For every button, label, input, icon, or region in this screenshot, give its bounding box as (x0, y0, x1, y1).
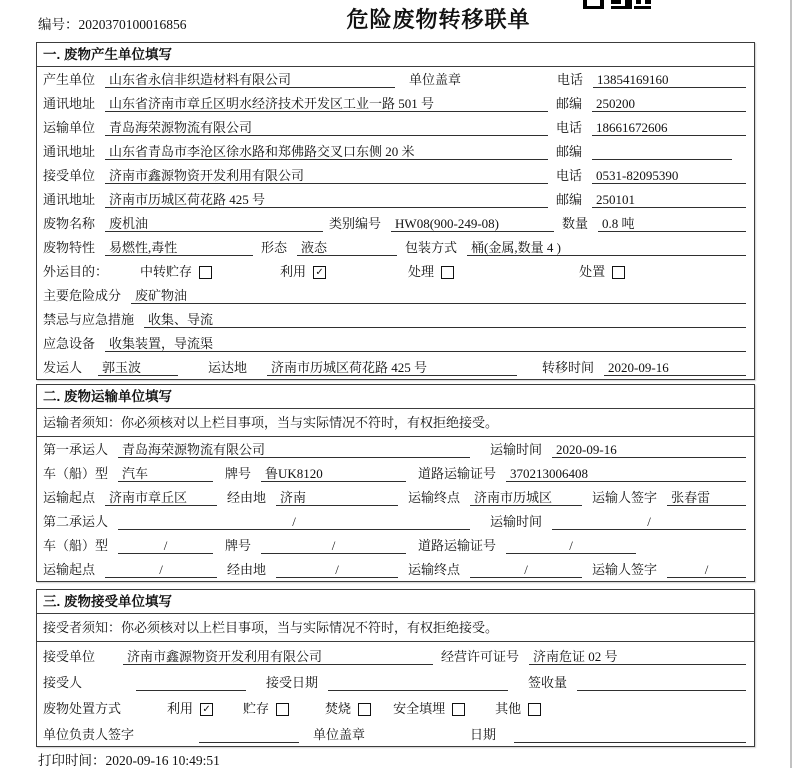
form-section-3 (36, 589, 755, 747)
field-value: 液态 (297, 240, 397, 256)
field-label: 运输起点 (43, 490, 96, 505)
checkbox-label: 利用 (167, 701, 194, 716)
field-value: 桶(金属,数量 4 ) (467, 240, 746, 256)
checkbox-label: 处理 (408, 264, 435, 279)
field-value: 山东省永信非织造材料有限公司 (105, 72, 395, 88)
checkbox-field (280, 264, 326, 280)
field-value: 青岛海荣源物流有限公司 (105, 120, 548, 136)
field-label: 车（船）型 (43, 466, 109, 481)
field-value: 济南市历城区荷花路 425 号 (105, 192, 548, 208)
field-label: 通讯地址 (43, 144, 96, 159)
section-note: 运输者须知：你必须核对以上栏目事项，当与实际情况不符时，有权拒绝接受。 (37, 409, 754, 437)
field-value: 山东省济南市章丘区明水经济技术开发区工业一路 501 号 (105, 96, 548, 112)
form-row (37, 115, 754, 139)
field-value: 郭玉波 (98, 360, 178, 376)
field-label: 单位盖章 (409, 72, 462, 87)
field-label: 运输人签字 (592, 562, 658, 577)
checkbox-field (167, 701, 213, 717)
checkbox-label: 中转贮存 (140, 264, 193, 279)
field-label: 单位负责人签字 (43, 727, 135, 742)
form-row (37, 187, 754, 211)
checkbox-unchecked-icon (199, 266, 212, 279)
field-value: 2020-09-16 (552, 442, 746, 458)
form-row (37, 557, 754, 581)
field-label: 通讯地址 (43, 96, 96, 111)
field-value: / (506, 538, 636, 554)
form-row (37, 668, 754, 694)
field-value-blank (592, 144, 732, 160)
field-value: / (105, 562, 217, 578)
field-label: 发运人 (43, 360, 83, 375)
form-section-1 (36, 42, 755, 380)
field-label: 外运目的： (43, 264, 109, 279)
field-value: 13854169160 (593, 72, 746, 88)
field-value: 易燃性,毒性 (105, 240, 253, 256)
field-value: 370213006408 (506, 466, 746, 482)
checkbox-field (408, 264, 454, 280)
field-label: 经由地 (227, 490, 267, 505)
checkbox-label: 其他 (495, 701, 522, 716)
field-value: / (261, 538, 406, 554)
field-value-blank (577, 675, 746, 691)
field-label: 经由地 (227, 562, 267, 577)
checkbox-label: 贮存 (243, 701, 270, 716)
field-label: 电话 (557, 72, 584, 87)
field-label: 邮编 (556, 96, 583, 111)
field-label: 经营许可证号 (441, 649, 520, 664)
form-section-2 (36, 384, 755, 582)
form-row (37, 533, 754, 557)
field-value: 2020-09-16 (604, 360, 746, 376)
print-time-value: 2020-09-16 10:49:51 (105, 753, 220, 768)
field-value: 废矿物油 (131, 288, 746, 304)
field-label: 废物处置方式 (43, 701, 122, 716)
field-value: 鲁UK8120 (261, 466, 406, 482)
page-title: 危险废物转移联单 (346, 7, 531, 32)
checkbox-label: 安全填埋 (393, 701, 446, 716)
field-label: 运输终点 (408, 562, 461, 577)
checkbox-checked-icon: ✓ (313, 266, 326, 279)
checkbox-unchecked-icon (528, 703, 541, 716)
field-label: 牌号 (225, 538, 252, 553)
section-title: 二. 废物运输单位填写 (37, 385, 754, 409)
checkbox-label: 焚烧 (325, 701, 352, 716)
form-row (37, 283, 754, 307)
field-value: 18661672606 (592, 120, 746, 136)
field-label: 运输终点 (408, 490, 461, 505)
field-label: 运输时间 (490, 442, 543, 457)
field-label: 接受单位 (43, 168, 96, 183)
field-label: 牌号 (225, 466, 252, 481)
field-label: 数量 (562, 216, 589, 231)
field-label: 道路运输证号 (418, 466, 497, 481)
field-label: 包装方式 (405, 240, 458, 255)
checkbox-label: 利用 (280, 264, 307, 279)
field-label: 类别编号 (329, 216, 382, 231)
field-value: 济南市历城区 (470, 490, 582, 506)
form-row (37, 485, 754, 509)
field-label: 废物特性 (43, 240, 96, 255)
field-label: 邮编 (556, 192, 583, 207)
field-value: / (552, 514, 746, 530)
field-label: 运输时间 (490, 514, 543, 529)
field-value: 0531-82095390 (592, 168, 746, 184)
doc-number-label: 编号： (38, 17, 79, 32)
field-label: 禁忌与应急措施 (43, 312, 135, 327)
field-value: / (276, 562, 398, 578)
doc-number-value: 2020370100016856 (78, 17, 187, 32)
field-value: 济南市鑫源物资开发利用有限公司 (123, 649, 433, 665)
field-label: 通讯地址 (43, 192, 96, 207)
field-value: 收集、导流 (144, 312, 746, 328)
field-value: 废机油 (105, 216, 323, 232)
field-label: 电话 (556, 120, 583, 135)
checkbox-field (393, 701, 465, 717)
section-title: 一. 废物产生单位填写 (37, 43, 754, 67)
field-value: 250101 (592, 192, 746, 208)
section-note: 接受者须知：你必须核对以上栏目事项，当与实际情况不符时，有权拒绝接受。 (37, 614, 754, 642)
field-value: 青岛海荣源物流有限公司 (118, 442, 470, 458)
field-value: 张春雷 (667, 490, 746, 506)
field-value: 济南 (276, 490, 398, 506)
form-row (37, 437, 754, 461)
field-value: / (667, 562, 746, 578)
form-row (37, 163, 754, 187)
form-row (37, 461, 754, 485)
form-row (37, 720, 754, 746)
field-label: 邮编 (556, 144, 583, 159)
form-row (37, 91, 754, 115)
field-label: 单位盖章 (313, 727, 366, 742)
form-row (37, 139, 754, 163)
field-value: / (118, 514, 470, 530)
form-row (37, 355, 754, 379)
field-label: 形态 (261, 240, 288, 255)
form-row (37, 642, 754, 668)
field-label: 主要危险成分 (43, 288, 122, 303)
field-value-blank (136, 675, 246, 691)
field-value: / (470, 562, 582, 578)
form-row (37, 259, 754, 283)
field-label: 废物名称 (43, 216, 96, 231)
field-label: 运达地 (208, 360, 248, 375)
field-value: 收集装置，导流渠 (105, 336, 746, 352)
field-value: 济南危证 02 号 (529, 649, 746, 665)
form-row (37, 331, 754, 355)
field-label: 日期 (470, 727, 497, 742)
checkbox-unchecked-icon (441, 266, 454, 279)
field-label: 车（船）型 (43, 538, 109, 553)
field-label: 签收量 (528, 675, 568, 690)
checkbox-field (243, 701, 289, 717)
field-label: 道路运输证号 (418, 538, 497, 553)
form-row (37, 509, 754, 533)
form-row (37, 307, 754, 331)
form-row (37, 235, 754, 259)
form-row (37, 67, 754, 91)
checkbox-field (495, 701, 541, 717)
checkbox-field (140, 264, 212, 280)
field-value-blank (199, 727, 299, 743)
checkbox-field (325, 701, 371, 717)
field-value: 济南市鑫源物资开发利用有限公司 (105, 168, 548, 184)
field-label: 运输单位 (43, 120, 96, 135)
print-time (38, 749, 220, 769)
manifest-form (36, 42, 755, 747)
field-label: 运输起点 (43, 562, 96, 577)
page-edge-line (790, 0, 792, 768)
field-value: 济南市历城区荷花路 425 号 (267, 360, 517, 376)
form-row (37, 694, 754, 720)
checkbox-field (579, 264, 625, 280)
field-value: 山东省青岛市李沧区徐水路和郑佛路交叉口东侧 20 米 (105, 144, 548, 160)
field-value: 汽车 (118, 466, 213, 482)
field-value: 济南市章丘区 (105, 490, 217, 506)
field-value: 0.8 吨 (598, 216, 746, 232)
field-label: 接受人 (43, 675, 83, 690)
checkbox-unchecked-icon (452, 703, 465, 716)
field-value: HW08(900-249-08) (391, 216, 554, 232)
field-label: 运输人签字 (592, 490, 658, 505)
section-title: 三. 废物接受单位填写 (37, 590, 754, 614)
field-value-blank (514, 727, 746, 743)
field-value: 250200 (592, 96, 746, 112)
print-time-label: 打印时间： (38, 753, 106, 768)
field-value-blank (328, 675, 508, 691)
field-label: 应急设备 (43, 336, 96, 351)
field-label: 转移时间 (542, 360, 595, 375)
checkbox-label: 处置 (579, 264, 606, 279)
field-label: 第一承运人 (43, 442, 109, 457)
checkbox-unchecked-icon (612, 266, 625, 279)
qr-code-icon (583, 0, 651, 9)
field-label: 第二承运人 (43, 514, 109, 529)
checkbox-checked-icon: ✓ (200, 703, 213, 716)
field-label: 电话 (556, 168, 583, 183)
checkbox-unchecked-icon (276, 703, 289, 716)
field-label: 产生单位 (43, 72, 96, 87)
field-value: / (118, 538, 213, 554)
field-label: 接受单位 (43, 649, 96, 664)
checkbox-unchecked-icon (358, 703, 371, 716)
field-label: 接受日期 (266, 675, 319, 690)
form-row (37, 211, 754, 235)
